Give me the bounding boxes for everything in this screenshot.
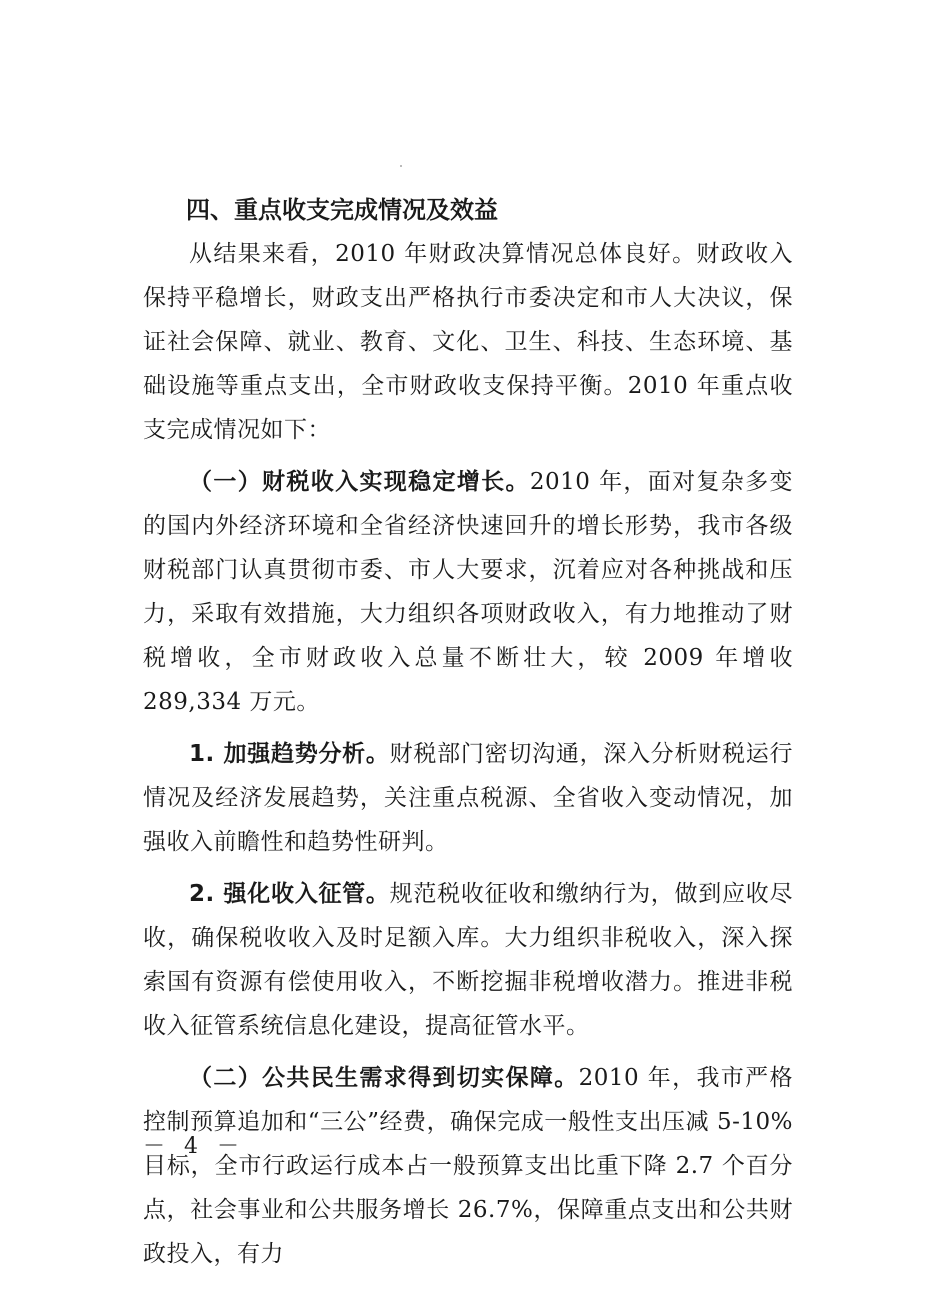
paragraph-trend-analysis [143,732,793,864]
paragraph-collection-management [143,872,793,1048]
paragraph-lead: 1. 加强趋势分析。 [189,741,390,767]
paragraph-overview [143,232,793,452]
paragraph-text: 2010 年，我市严格控制预算追加和“三公”经费，确保完成一般性支出压减 5-10%目标，全市行政运行成本占一般预算支出比重下降 2.7 个百分点，社会事业和公共服务增长 26.7%，保障重点支出和公共财政投入，有力 [143,1065,793,1267]
paragraph-text: 从结果来看，2010 年财政决算情况总体良好。财政收入保持平稳增长，财政支出严格执行市委决定和市人大决议，保证社会保障、就业、教育、文化、卫生、科技、生态环境、基础设施等重点支出，全市财政收支保持平衡。2010 年重点收支完成情况如下： [143,241,793,443]
paragraph-lead: （二）公共民生需求得到切实保障。 [189,1065,579,1091]
body-text [143,232,793,1284]
paragraph-text: 规范税收征收和缴纳行为，做到应收尽收，确保税收收入及时足额入库。大力组织非税收入，深入探索国有资源有偿使用收入，不断挖掘非税增收潜力。推进非税收入征管系统信息化建设，提高征管水平。 [143,881,794,1039]
paragraph-revenue-growth [143,460,793,724]
paragraph-text: 财税部门密切沟通，深入分析财税运行情况及经济发展趋势，关注重点税源、全省收入变动情况，加强收入前瞻性和趋势性研判。 [143,741,794,855]
page-number: － 4 － [143,1134,245,1159]
paragraph-text: 2010 年，面对复杂多变的国内外经济环境和全省经济快速回升的增长形势，我市各级财税部门认真贯彻市委、市人大要求，沉着应对各种挑战和压力，采取有效措施，大力组织各项财政收入，有力地推动了财税增收，全市财政收入总量不断壮大，较 2009 年增收 289,334 万元。 [143,469,793,715]
paragraph-lead: （一）财税收入实现稳定增长。 [189,469,530,495]
scan-speck [400,165,402,167]
paragraph-public-welfare [143,1056,793,1276]
section-heading: 四、重点收支完成情况及效益 [186,196,498,224]
paragraph-lead: 2. 强化收入征管。 [189,881,390,907]
